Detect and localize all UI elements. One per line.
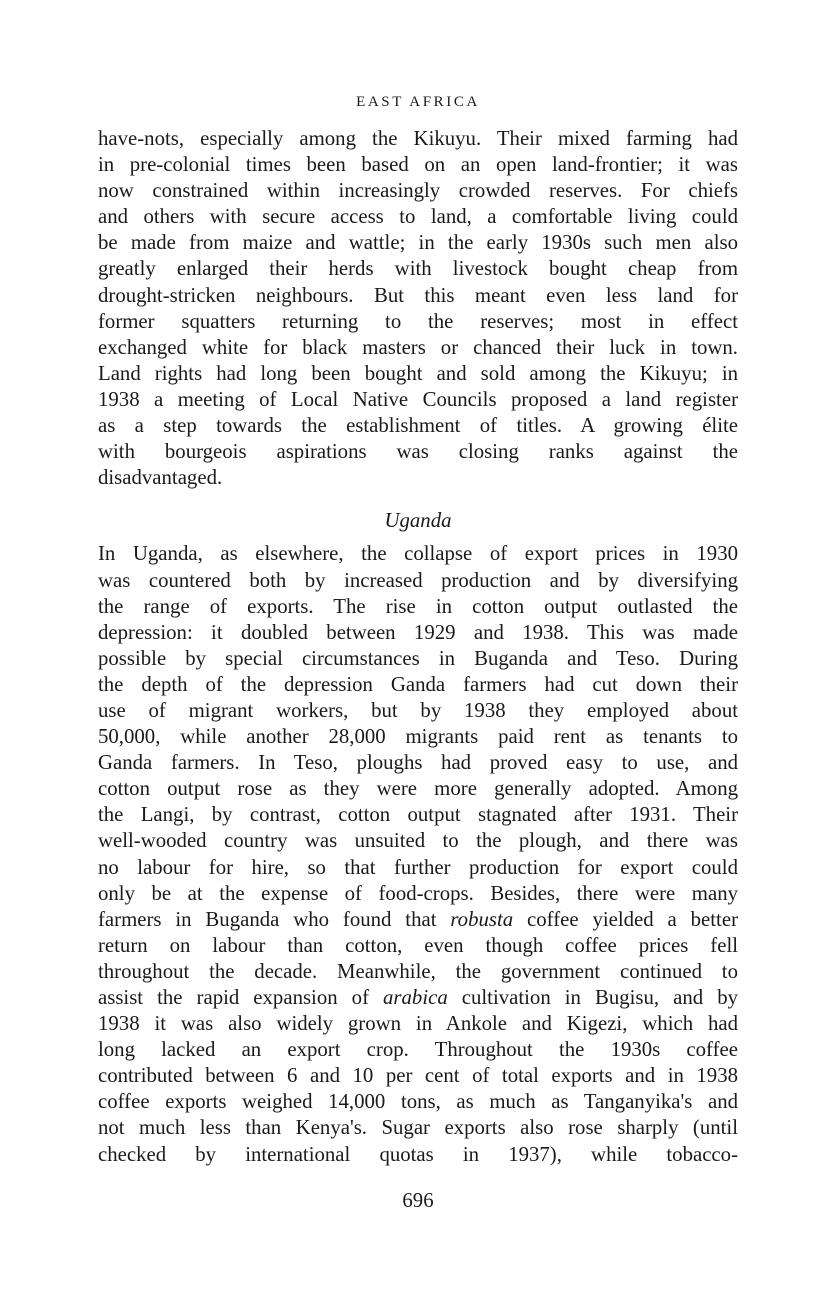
text-line: 50,000, while another 28,000 migrants paid rent as tenants to — [98, 725, 738, 749]
text-line: with bourgeois aspirations was closing ranks against the — [98, 440, 738, 464]
text-line: the range of exports. The rise in cotton output outlasted the — [98, 594, 738, 618]
body-text — [98, 126, 738, 1168]
text-line: checked by international quotas in 1937), while tobacco- — [98, 1142, 738, 1166]
text-line: not much less than Kenya's. Sugar exports also rose sharply (until — [98, 1116, 738, 1140]
text-line: as a step towards the establishment of titles. A growing élite — [98, 414, 738, 438]
text-line: the depth of the depression Ganda farmers had cut down their — [98, 672, 738, 696]
text-line-robusta — [98, 907, 738, 933]
text-line: disadvantaged. — [98, 466, 223, 490]
text-line: Land rights had long been bought and sold among the Kikuyu; in — [98, 361, 738, 385]
section-heading: Uganda — [384, 509, 452, 533]
text-line: coffee exports weighed 14,000 tons, as much as Tanganyika's and — [98, 1090, 738, 1114]
italic-term-robusta: robusta — [450, 907, 514, 931]
text-line: in pre-colonial times been based on an open land-frontier; it was — [98, 153, 738, 177]
text-line: return on labour than cotton, even though coffee prices fell — [98, 933, 738, 957]
text-line: depression: it doubled between 1929 and 1938. This was made — [98, 620, 738, 644]
text-line: and others with secure access to land, a comfortable living could — [98, 205, 738, 229]
text-line: exchanged white for black masters or chanced their luck in town. — [98, 335, 738, 359]
text-line: 1938 it was also widely grown in Ankole and Kigezi, which had — [98, 1012, 738, 1036]
text-line: contributed between 6 and 10 per cent of total exports and in 1938 — [98, 1064, 738, 1088]
text-fragment: assist the rapid expansion of — [98, 986, 384, 1009]
text-line: greatly enlarged their herds with livestock bought cheap from — [98, 257, 738, 281]
text-line: have-nots, especially among the Kikuyu. Their mixed farming had — [98, 127, 738, 150]
text-line: throughout the decade. Meanwhile, the government continued to — [98, 959, 738, 983]
italic-term-arabica: arabica — [383, 986, 448, 1009]
text-line: now constrained within increasingly crowded reserves. For chiefs — [98, 179, 738, 203]
text-line: long lacked an export crop. Throughout the 1930s coffee — [98, 1038, 738, 1062]
text-line-arabica — [98, 985, 738, 1011]
page-number: 696 — [402, 1189, 434, 1212]
text-line: the Langi, by contrast, cotton output stagnated after 1931. Their — [98, 803, 738, 827]
text-line: was countered both by increased production and by diversifying — [98, 568, 738, 592]
running-head: EAST AFRICA — [356, 94, 480, 110]
text-fragment: coffee yielded a better — [513, 907, 738, 931]
text-line: no labour for hire, so that further production for export could — [98, 855, 738, 879]
text-fragment: cultivation in Bugisu, and by — [447, 986, 738, 1009]
text-line: former squatters returning to the reserves; most in effect — [98, 309, 738, 333]
text-line: well-wooded country was unsuited to the plough, and there was — [98, 829, 738, 853]
text-line: drought-stricken neighbours. But this meant even less land for — [98, 283, 738, 307]
text-line: Ganda farmers. In Teso, ploughs had proved easy to use, and — [98, 751, 738, 775]
paragraph-uganda — [98, 541, 738, 1167]
text-line: cotton output rose as they were more generally adopted. Among — [98, 777, 738, 801]
text-line: use of migrant workers, but by 1938 they employed about — [98, 698, 738, 722]
text-line: only be at the expense of food-crops. Besides, there were many — [98, 881, 738, 905]
text-fragment: farmers in Buganda who found that — [98, 907, 451, 931]
text-line: 1938 a meeting of Local Native Councils proposed a land register — [98, 387, 738, 411]
text-line: possible by special circumstances in Buganda and Teso. During — [98, 646, 738, 670]
paragraph-land-rights — [98, 126, 738, 491]
text-line: In Uganda, as elsewhere, the collapse of export prices in 1930 — [98, 542, 738, 566]
text-line: be made from maize and wattle; in the early 1930s such men also — [98, 231, 738, 255]
